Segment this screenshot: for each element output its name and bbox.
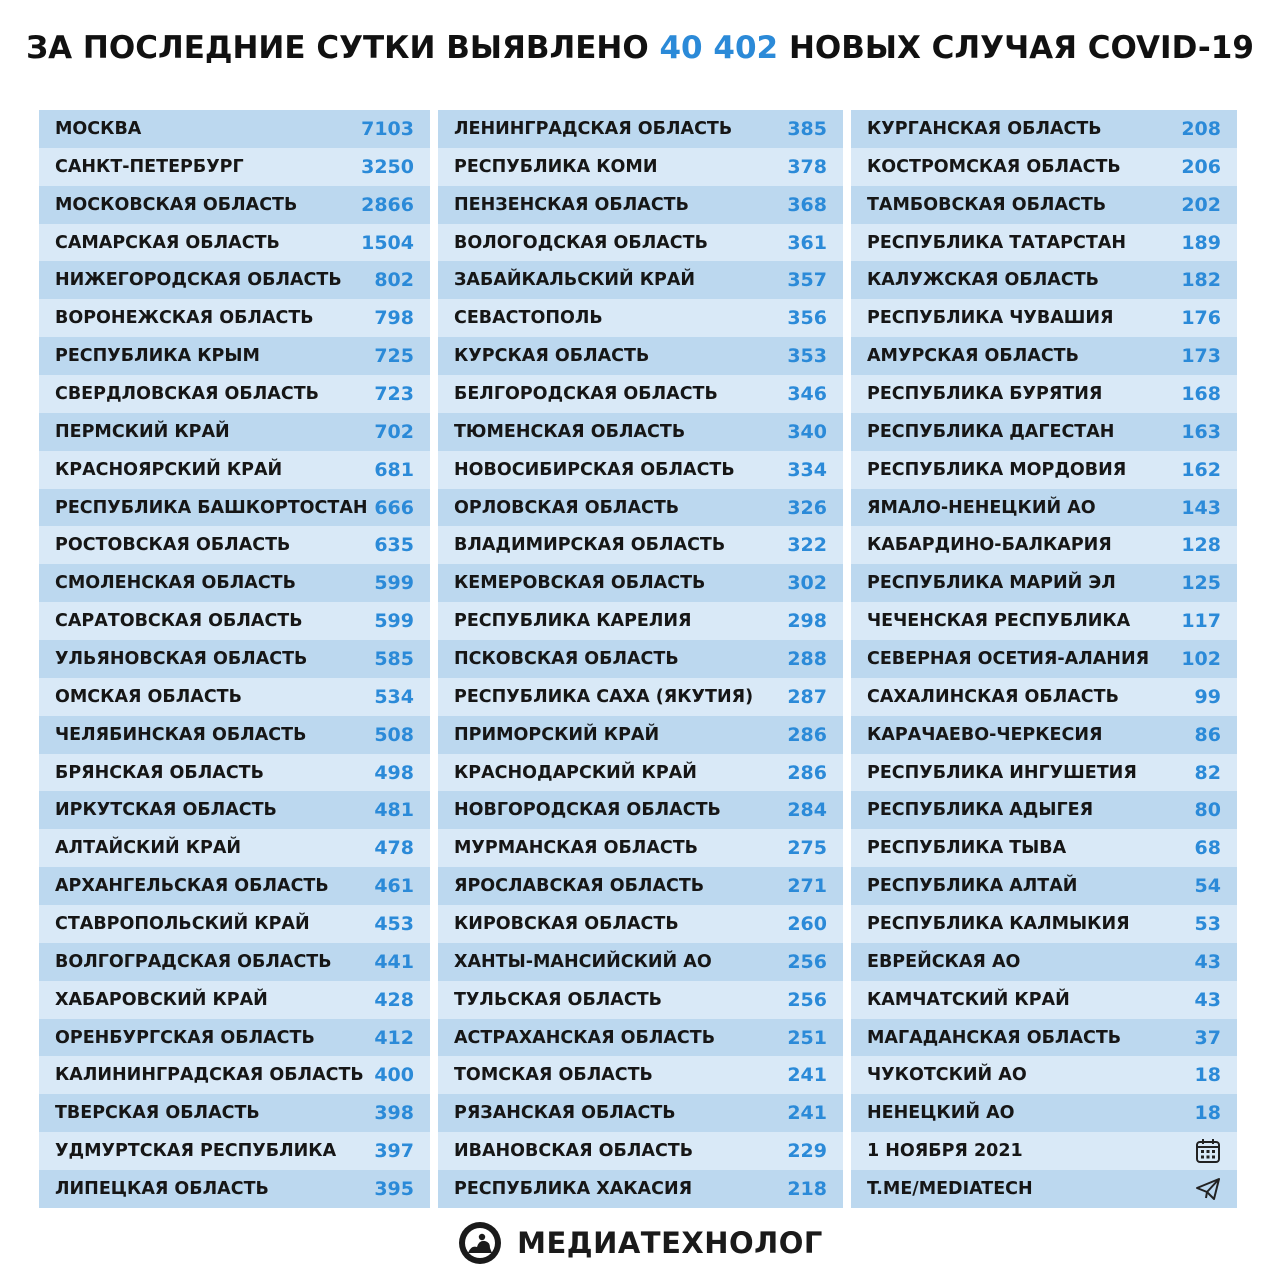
table-row <box>851 754 1237 792</box>
case-count: 340 <box>787 420 827 443</box>
case-count: 441 <box>374 950 414 973</box>
case-count: 43 <box>1194 950 1221 973</box>
region-name: АМУРСКАЯ ОБЛАСТЬ <box>867 346 1079 367</box>
table-row <box>851 981 1237 1019</box>
case-count: 99 <box>1194 685 1221 708</box>
case-count: 80 <box>1194 799 1221 822</box>
region-name: КУРГАНСКАЯ ОБЛАСТЬ <box>867 118 1102 139</box>
case-count: 125 <box>1181 572 1221 595</box>
footer <box>0 1218 1280 1268</box>
region-name: РЕСПУБЛИКА АДЫГЕЯ <box>867 800 1094 821</box>
table-row <box>851 829 1237 867</box>
table-row <box>39 791 430 829</box>
case-count: 128 <box>1181 534 1221 557</box>
table-row <box>438 337 843 375</box>
region-name: САМАРСКАЯ ОБЛАСТЬ <box>55 232 280 253</box>
table-row <box>851 148 1237 186</box>
title-prefix: ЗА ПОСЛЕДНИЕ СУТКИ ВЫЯВЛЕНО <box>26 30 649 66</box>
region-name: КЕМЕРОВСКАЯ ОБЛАСТЬ <box>454 573 706 594</box>
table-row <box>39 829 430 867</box>
table-row <box>39 299 430 337</box>
region-name: РЕСПУБЛИКА АЛТАЙ <box>867 876 1078 897</box>
region-name: АЛТАЙСКИЙ КРАЙ <box>55 838 242 859</box>
region-name: РЕСПУБЛИКА БУРЯТИЯ <box>867 383 1103 404</box>
table-row <box>851 678 1237 716</box>
table-row <box>438 186 843 224</box>
region-name: РЕСПУБЛИКА ДАГЕСТАН <box>867 421 1115 442</box>
case-count: 599 <box>374 572 414 595</box>
table-row <box>39 867 430 905</box>
case-count: 162 <box>1181 458 1221 481</box>
table-row <box>438 981 843 1019</box>
table-row <box>851 564 1237 602</box>
table-row <box>39 110 430 148</box>
telegram-send-icon <box>1191 1174 1221 1204</box>
region-name: ТВЕРСКАЯ ОБЛАСТЬ <box>55 1103 260 1124</box>
case-count: 666 <box>374 496 414 519</box>
case-count: 256 <box>787 950 827 973</box>
case-count: 398 <box>374 1102 414 1125</box>
table-row <box>851 867 1237 905</box>
table-row <box>39 1132 430 1170</box>
case-count: 326 <box>787 496 827 519</box>
table-row <box>851 186 1237 224</box>
table-row <box>438 1132 843 1170</box>
table-row <box>39 375 430 413</box>
region-name: БРЯНСКАЯ ОБЛАСТЬ <box>55 762 264 783</box>
case-count: 176 <box>1181 307 1221 330</box>
case-count: 2866 <box>361 193 414 216</box>
cases-table <box>39 110 1237 1208</box>
table-row <box>851 489 1237 527</box>
report-date: 1 НОЯБРЯ 2021 <box>867 1141 1023 1162</box>
table-row <box>39 148 430 186</box>
region-name: КРАСНОЯРСКИЙ КРАЙ <box>55 459 283 480</box>
table-row <box>39 905 430 943</box>
case-count: 481 <box>374 799 414 822</box>
region-name: НОВГОРОДСКАЯ ОБЛАСТЬ <box>454 800 721 821</box>
table-row <box>438 148 843 186</box>
region-name: МУРМАНСКАЯ ОБЛАСТЬ <box>454 838 699 859</box>
region-name: ВОРОНЕЖСКАЯ ОБЛАСТЬ <box>55 308 314 329</box>
table-row <box>39 451 430 489</box>
table-row <box>438 1094 843 1132</box>
region-name: ЛИПЕЦКАЯ ОБЛАСТЬ <box>55 1178 269 1199</box>
table-row <box>438 489 843 527</box>
case-count: 802 <box>374 269 414 292</box>
case-count: 412 <box>374 1026 414 1049</box>
region-name: НЕНЕЦКИЙ АО <box>867 1103 1015 1124</box>
region-name: РЕСПУБЛИКА КАЛМЫКИЯ <box>867 913 1130 934</box>
region-name: МОСКВА <box>55 118 142 139</box>
case-count: 453 <box>374 912 414 935</box>
region-name: РЕСПУБЛИКА КАРЕЛИЯ <box>454 611 692 632</box>
case-count: 534 <box>374 685 414 708</box>
region-name: УЛЬЯНОВСКАЯ ОБЛАСТЬ <box>55 648 308 669</box>
case-count: 3250 <box>361 155 414 178</box>
region-name: ЧЕЧЕНСКАЯ РЕСПУБЛИКА <box>867 611 1131 632</box>
table-row <box>438 640 843 678</box>
table-row <box>39 261 430 299</box>
table-row <box>851 526 1237 564</box>
case-count: 478 <box>374 837 414 860</box>
table-row <box>438 716 843 754</box>
table-row <box>851 413 1237 451</box>
region-name: РЕСПУБЛИКА ТАТАРСТАН <box>867 232 1126 253</box>
table-row <box>39 602 430 640</box>
table-row <box>851 640 1237 678</box>
case-count: 357 <box>787 269 827 292</box>
region-name: ЧУКОТСКИЙ АО <box>867 1065 1027 1086</box>
case-count: 298 <box>787 610 827 633</box>
case-count: 168 <box>1181 382 1221 405</box>
case-count: 53 <box>1194 912 1221 935</box>
table-row <box>438 829 843 867</box>
region-name: РОСТОВСКАЯ ОБЛАСТЬ <box>55 535 291 556</box>
case-count: 702 <box>374 420 414 443</box>
table-row <box>438 1019 843 1057</box>
region-name: ВОЛГОГРАДСКАЯ ОБЛАСТЬ <box>55 951 332 972</box>
table-row <box>39 1094 430 1132</box>
region-name: РЕСПУБЛИКА ЧУВАШИЯ <box>867 308 1114 329</box>
case-count: 302 <box>787 572 827 595</box>
table-row <box>39 337 430 375</box>
region-name: КАРАЧАЕВО-ЧЕРКЕСИЯ <box>867 724 1103 745</box>
region-name: НОВОСИБИРСКАЯ ОБЛАСТЬ <box>454 459 735 480</box>
case-count: 284 <box>787 799 827 822</box>
table-row <box>39 186 430 224</box>
case-count: 681 <box>374 458 414 481</box>
case-count: 218 <box>787 1177 827 1200</box>
case-count: 86 <box>1194 723 1221 746</box>
table-row <box>438 754 843 792</box>
region-name: ХАНТЫ-МАНСИЙСКИЙ АО <box>454 951 712 972</box>
mediatechnolog-logo-icon <box>457 1220 503 1266</box>
region-name: РЕСПУБЛИКА ИНГУШЕТИЯ <box>867 762 1137 783</box>
table-column-2 <box>438 110 843 1208</box>
table-row <box>851 1094 1237 1132</box>
region-name: ЯМАЛО-НЕНЕЦКИЙ АО <box>867 497 1096 518</box>
table-row <box>39 489 430 527</box>
case-count: 395 <box>374 1177 414 1200</box>
case-count: 256 <box>787 988 827 1011</box>
case-count: 461 <box>374 875 414 898</box>
table-row <box>39 678 430 716</box>
region-name: РЕСПУБЛИКА ТЫВА <box>867 838 1067 859</box>
table-row <box>438 943 843 981</box>
case-count: 163 <box>1181 420 1221 443</box>
region-name: КИРОВСКАЯ ОБЛАСТЬ <box>454 913 679 934</box>
title-case-count: 40 402 <box>659 30 779 66</box>
region-name: ТАМБОВСКАЯ ОБЛАСТЬ <box>867 194 1107 215</box>
case-count: 346 <box>787 382 827 405</box>
case-count: 251 <box>787 1026 827 1049</box>
table-row <box>39 640 430 678</box>
case-count: 397 <box>374 1140 414 1163</box>
case-count: 229 <box>787 1140 827 1163</box>
region-name: УДМУРТСКАЯ РЕСПУБЛИКА <box>55 1141 337 1162</box>
case-count: 241 <box>787 1064 827 1087</box>
table-row <box>851 943 1237 981</box>
region-name: ТОМСКАЯ ОБЛАСТЬ <box>454 1065 653 1086</box>
region-name: МАГАДАНСКАЯ ОБЛАСТЬ <box>867 1027 1122 1048</box>
region-name: РЕСПУБЛИКА КОМИ <box>454 156 658 177</box>
region-name: ЗАБАЙКАЛЬСКИЙ КРАЙ <box>454 270 696 291</box>
region-name: САНКТ-ПЕТЕРБУРГ <box>55 156 244 177</box>
table-row <box>851 261 1237 299</box>
case-count: 202 <box>1181 193 1221 216</box>
region-name: ЛЕНИНГРАДСКАЯ ОБЛАСТЬ <box>454 118 733 139</box>
table-row <box>851 716 1237 754</box>
table-row <box>39 1019 430 1057</box>
channel-link[interactable]: T.ME/MEDIATECH <box>867 1178 1033 1199</box>
region-name: ПСКОВСКАЯ ОБЛАСТЬ <box>454 648 679 669</box>
table-row <box>438 451 843 489</box>
region-name: ОМСКАЯ ОБЛАСТЬ <box>55 686 242 707</box>
case-count: 182 <box>1181 269 1221 292</box>
region-name: РЕСПУБЛИКА БАШКОРТОСТАН <box>55 497 368 518</box>
case-count: 37 <box>1194 1026 1221 1049</box>
case-count: 378 <box>787 155 827 178</box>
table-row <box>39 1056 430 1094</box>
table-row <box>851 1056 1237 1094</box>
region-name: РЯЗАНСКАЯ ОБЛАСТЬ <box>454 1103 676 1124</box>
table-row <box>438 602 843 640</box>
region-name: КАЛИНИНГРАДСКАЯ ОБЛАСТЬ <box>55 1065 364 1086</box>
channel-row <box>851 1170 1237 1208</box>
case-count: 117 <box>1181 610 1221 633</box>
case-count: 585 <box>374 647 414 670</box>
case-count: 798 <box>374 307 414 330</box>
region-name: КАМЧАТСКИЙ КРАЙ <box>867 989 1070 1010</box>
region-name: СВЕРДЛОВСКАЯ ОБЛАСТЬ <box>55 383 319 404</box>
table-row <box>851 299 1237 337</box>
region-name: ИРКУТСКАЯ ОБЛАСТЬ <box>55 800 277 821</box>
case-count: 43 <box>1194 988 1221 1011</box>
region-name: ЯРОСЛАВСКАЯ ОБЛАСТЬ <box>454 876 705 897</box>
table-row <box>438 526 843 564</box>
table-row <box>851 110 1237 148</box>
region-name: ИВАНОВСКАЯ ОБЛАСТЬ <box>454 1141 694 1162</box>
case-count: 508 <box>374 723 414 746</box>
case-count: 286 <box>787 723 827 746</box>
case-count: 271 <box>787 875 827 898</box>
region-name: РЕСПУБЛИКА САХА (ЯКУТИЯ) <box>454 686 754 707</box>
region-name: КАЛУЖСКАЯ ОБЛАСТЬ <box>867 270 1099 291</box>
region-name: РЕСПУБЛИКА ХАКАСИЯ <box>454 1178 693 1199</box>
case-count: 275 <box>787 837 827 860</box>
case-count: 635 <box>374 534 414 557</box>
region-name: ПЕНЗЕНСКАЯ ОБЛАСТЬ <box>454 194 689 215</box>
case-count: 356 <box>787 307 827 330</box>
region-name: РЕСПУБЛИКА МАРИЙ ЭЛ <box>867 573 1116 594</box>
case-count: 143 <box>1181 496 1221 519</box>
case-count: 7103 <box>361 117 414 140</box>
region-name: ОРЛОВСКАЯ ОБЛАСТЬ <box>454 497 680 518</box>
table-row <box>39 413 430 451</box>
region-name: СМОЛЕНСКАЯ ОБЛАСТЬ <box>55 573 296 594</box>
case-count: 208 <box>1181 117 1221 140</box>
case-count: 102 <box>1181 647 1221 670</box>
region-name: ОРЕНБУРГСКАЯ ОБЛАСТЬ <box>55 1027 315 1048</box>
table-row <box>851 337 1237 375</box>
case-count: 498 <box>374 761 414 784</box>
region-name: НИЖЕГОРОДСКАЯ ОБЛАСТЬ <box>55 270 342 291</box>
case-count: 599 <box>374 610 414 633</box>
case-count: 241 <box>787 1102 827 1125</box>
region-name: КАБАРДИНО-БАЛКАРИЯ <box>867 535 1112 556</box>
region-name: ТУЛЬСКАЯ ОБЛАСТЬ <box>454 989 662 1010</box>
case-count: 260 <box>787 912 827 935</box>
region-name: АСТРАХАНСКАЯ ОБЛАСТЬ <box>454 1027 716 1048</box>
calendar-icon <box>1191 1136 1221 1166</box>
case-count: 18 <box>1194 1064 1221 1087</box>
table-row <box>39 716 430 754</box>
brand-name: МЕДИАТЕХНОЛОГ <box>517 1226 823 1260</box>
region-name: ПЕРМСКИЙ КРАЙ <box>55 421 230 442</box>
case-count: 385 <box>787 117 827 140</box>
case-count: 286 <box>787 761 827 784</box>
region-name: ХАБАРОВСКИЙ КРАЙ <box>55 989 268 1010</box>
table-row <box>438 867 843 905</box>
case-count: 68 <box>1194 837 1221 860</box>
region-name: ЧЕЛЯБИНСКАЯ ОБЛАСТЬ <box>55 724 307 745</box>
case-count: 1504 <box>361 231 414 254</box>
table-row <box>438 564 843 602</box>
table-row <box>438 1056 843 1094</box>
table-row <box>39 564 430 602</box>
table-row <box>438 1170 843 1208</box>
region-name: ЕВРЕЙСКАЯ АО <box>867 951 1021 972</box>
case-count: 287 <box>787 685 827 708</box>
region-name: РЕСПУБЛИКА КРЫМ <box>55 346 260 367</box>
table-column-1 <box>39 110 430 1208</box>
region-name: ПРИМОРСКИЙ КРАЙ <box>454 724 660 745</box>
table-row <box>39 943 430 981</box>
table-row <box>851 375 1237 413</box>
table-row <box>438 413 843 451</box>
table-row <box>438 678 843 716</box>
table-row <box>438 905 843 943</box>
table-row <box>851 451 1237 489</box>
table-row <box>851 905 1237 943</box>
case-count: 353 <box>787 345 827 368</box>
case-count: 173 <box>1181 345 1221 368</box>
region-name: СЕВЕРНАЯ ОСЕТИЯ-АЛАНИЯ <box>867 648 1150 669</box>
case-count: 428 <box>374 988 414 1011</box>
region-name: ВЛАДИМИРСКАЯ ОБЛАСТЬ <box>454 535 726 556</box>
table-row <box>39 981 430 1019</box>
case-count: 206 <box>1181 155 1221 178</box>
table-row <box>39 1170 430 1208</box>
case-count: 723 <box>374 382 414 405</box>
table-row <box>438 375 843 413</box>
case-count: 54 <box>1194 875 1221 898</box>
case-count: 400 <box>374 1064 414 1087</box>
region-name: КУРСКАЯ ОБЛАСТЬ <box>454 346 650 367</box>
region-name: КОСТРОМСКАЯ ОБЛАСТЬ <box>867 156 1121 177</box>
table-column-3 <box>851 110 1237 1208</box>
case-count: 18 <box>1194 1102 1221 1125</box>
table-row <box>438 224 843 262</box>
region-name: КРАСНОДАРСКИЙ КРАЙ <box>454 762 697 783</box>
case-count: 322 <box>787 534 827 557</box>
region-name: ТЮМЕНСКАЯ ОБЛАСТЬ <box>454 421 686 442</box>
region-name: СЕВАСТОПОЛЬ <box>454 308 603 329</box>
table-row <box>851 602 1237 640</box>
page-title <box>0 30 1280 66</box>
case-count: 189 <box>1181 231 1221 254</box>
table-row <box>438 791 843 829</box>
case-count: 361 <box>787 231 827 254</box>
table-row <box>39 224 430 262</box>
region-name: СТАВРОПОЛЬСКИЙ КРАЙ <box>55 913 310 934</box>
region-name: РЕСПУБЛИКА МОРДОВИЯ <box>867 459 1127 480</box>
table-row <box>438 261 843 299</box>
table-row <box>438 299 843 337</box>
table-row <box>438 110 843 148</box>
date-row <box>851 1132 1237 1170</box>
case-count: 288 <box>787 647 827 670</box>
case-count: 82 <box>1194 761 1221 784</box>
table-row <box>39 754 430 792</box>
table-row <box>851 1019 1237 1057</box>
region-name: САХАЛИНСКАЯ ОБЛАСТЬ <box>867 686 1119 707</box>
case-count: 725 <box>374 345 414 368</box>
region-name: САРАТОВСКАЯ ОБЛАСТЬ <box>55 611 303 632</box>
title-suffix: НОВЫХ СЛУЧАЯ COVID-19 <box>788 30 1254 66</box>
region-name: АРХАНГЕЛЬСКАЯ ОБЛАСТЬ <box>55 876 329 897</box>
table-row <box>39 526 430 564</box>
table-row <box>851 224 1237 262</box>
region-name: БЕЛГОРОДСКАЯ ОБЛАСТЬ <box>454 383 718 404</box>
case-count: 334 <box>787 458 827 481</box>
table-row <box>851 791 1237 829</box>
region-name: ВОЛОГОДСКАЯ ОБЛАСТЬ <box>454 232 708 253</box>
case-count: 368 <box>787 193 827 216</box>
region-name: МОСКОВСКАЯ ОБЛАСТЬ <box>55 194 298 215</box>
